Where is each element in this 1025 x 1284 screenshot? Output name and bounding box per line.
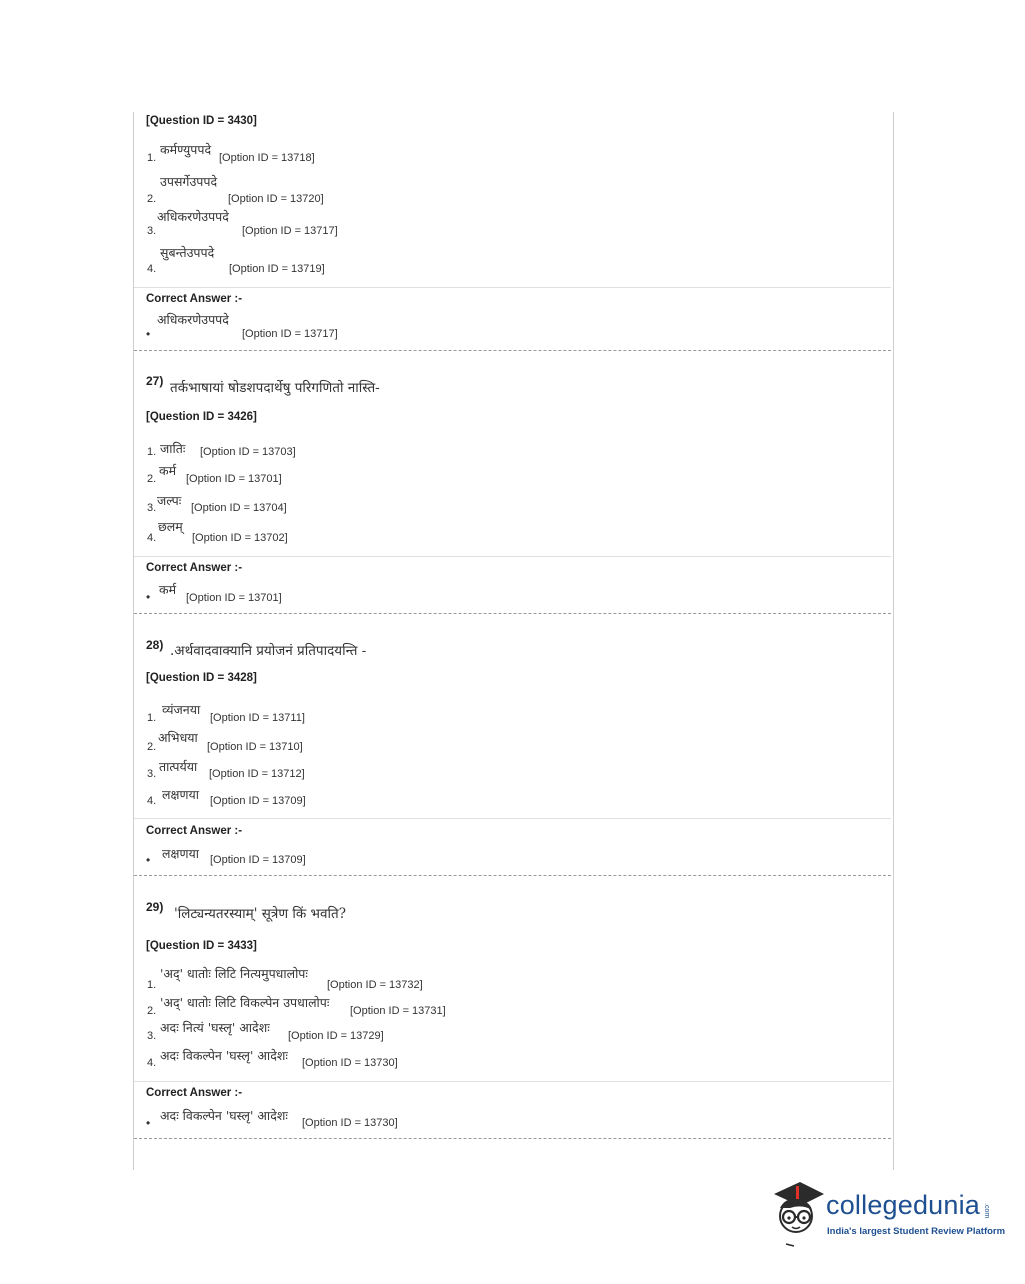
option-text: कर्मण्युपपदे [160, 142, 212, 157]
option-id: [Option ID = 13711] [210, 712, 305, 724]
option-text: अभिधया [158, 730, 198, 745]
option-text: जल्पः [157, 493, 182, 508]
option-id: [Option ID = 13703] [200, 446, 296, 458]
option-text: अदः नित्यं 'घस्लृ' आदेशः [160, 1020, 270, 1035]
answer-text: अदः विकल्पेन 'घस्लृ' आदेशः [160, 1108, 288, 1123]
option-id: [Option ID = 13720] [228, 193, 324, 205]
question-divider [134, 613, 891, 614]
option-number: 1. [147, 446, 157, 458]
question-number: 29) [146, 900, 164, 914]
option-number: 1. [147, 152, 157, 164]
option-id: [Option ID = 13718] [219, 152, 315, 164]
question-text: तर्कभाषायां षोडशपदार्थेषु परिगणितो नास्ति- [170, 380, 380, 396]
option-id: [Option ID = 13719] [229, 263, 325, 275]
option-number: 2. [147, 193, 157, 205]
option-id: [Option ID = 13717] [242, 225, 338, 237]
option-text: 'अद्' धातोः लिटि नित्यमुपधालोपः [160, 966, 308, 981]
option-text: अधिकरणेउपपदे [157, 209, 229, 224]
question-text: 'लिट्यन्यतरस्याम्' सूत्रेण किं भवति? [174, 906, 346, 922]
option-number: 3. [147, 225, 157, 237]
answer-bullet: • [146, 853, 151, 867]
answer-text: कर्म [159, 582, 177, 597]
option-text: अदः विकल्पेन 'घस्लृ' आदेशः [160, 1048, 288, 1063]
option-text: कर्म [159, 463, 177, 478]
option-id: [Option ID = 13731] [350, 1005, 446, 1017]
section-divider [134, 1081, 891, 1082]
option-number: 3. [147, 502, 157, 514]
answer-text: अधिकरणेउपपदे [157, 312, 229, 327]
option-number: 2. [147, 1005, 157, 1017]
question-text: .अर्थवादवाक्यानि प्रयोजनं प्रतिपादयन्ति - [170, 643, 367, 659]
option-text: तात्पर्यया [159, 759, 198, 774]
answer-option-id: [Option ID = 13701] [186, 592, 282, 604]
question-number: 28) [146, 638, 164, 652]
brand-name: collegedunia [826, 1190, 981, 1220]
answer-option-id: [Option ID = 13730] [302, 1117, 398, 1129]
section-divider [134, 556, 891, 557]
option-text: लक्षणया [162, 787, 199, 802]
option-id: [Option ID = 13710] [207, 741, 303, 753]
option-id: [Option ID = 13701] [186, 473, 282, 485]
brand-suffix: .com [983, 1203, 990, 1219]
option-number: 4. [147, 532, 157, 544]
question-id: [Question ID = 3430] [146, 115, 257, 127]
option-id: [Option ID = 13732] [327, 979, 423, 991]
answer-bullet: • [146, 590, 151, 604]
option-number: 1. [147, 979, 157, 991]
option-number: 4. [147, 263, 157, 275]
option-id: [Option ID = 13712] [209, 768, 305, 780]
answer-bullet: • [146, 1116, 151, 1130]
option-text: छलम् [158, 519, 183, 534]
option-number: 2. [147, 741, 157, 753]
option-number: 3. [147, 1030, 157, 1042]
option-id: [Option ID = 13730] [302, 1057, 398, 1069]
option-id: [Option ID = 13702] [192, 532, 288, 544]
option-number: 4. [147, 1057, 157, 1069]
option-id: [Option ID = 13709] [210, 795, 306, 807]
section-divider [134, 287, 891, 288]
option-number: 2. [147, 473, 157, 485]
option-number: 1. [147, 712, 157, 724]
option-text: व्यंजनया [162, 702, 201, 717]
brand-tagline: India's largest Student Review Platform [827, 1226, 1006, 1237]
correct-answer-label: Correct Answer :- [146, 825, 243, 837]
correct-answer-label: Correct Answer :- [146, 1087, 243, 1099]
option-text: सुबन्तेउपपदे [160, 245, 215, 260]
option-id: [Option ID = 13729] [288, 1030, 384, 1042]
question-divider [134, 875, 891, 876]
option-id: [Option ID = 13704] [191, 502, 287, 514]
option-text: जातिः [160, 441, 186, 456]
option-number: 4. [147, 795, 157, 807]
option-text: 'अद्' धातोः लिटि विकल्पेन उपधालोपः [160, 995, 330, 1010]
question-id: [Question ID = 3428] [146, 672, 257, 684]
option-number: 3. [147, 768, 157, 780]
answer-option-id: [Option ID = 13717] [242, 328, 338, 340]
question-number: 27) [146, 374, 164, 388]
question-id: [Question ID = 3426] [146, 411, 257, 423]
question-divider [134, 1138, 891, 1139]
correct-answer-label: Correct Answer :- [146, 293, 243, 305]
question-divider [134, 350, 891, 351]
correct-answer-label: Correct Answer :- [146, 562, 243, 574]
answer-text: लक्षणया [162, 846, 199, 861]
answer-option-id: [Option ID = 13709] [210, 854, 306, 866]
question-id: [Question ID = 3433] [146, 940, 257, 952]
option-text: उपसर्गेउपपदे [160, 174, 218, 189]
answer-bullet: • [146, 327, 151, 341]
section-divider [134, 818, 891, 819]
